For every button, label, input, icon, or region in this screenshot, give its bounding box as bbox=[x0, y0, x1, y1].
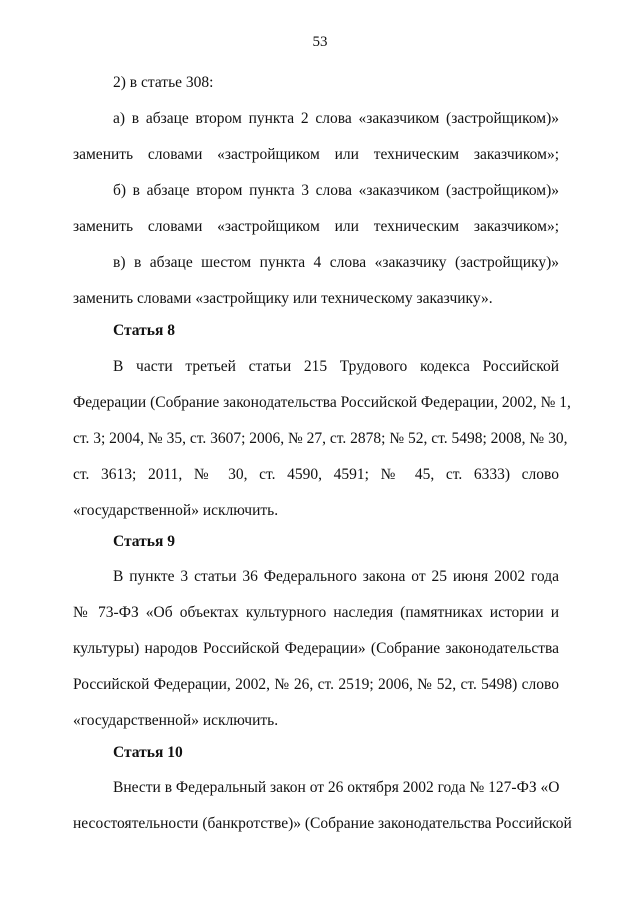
article-8-line: В части третьей статьи 215 Трудового кодекса Российской bbox=[113, 358, 559, 375]
article-8-line: ст. 3613; 2011, № 30, ст. 4590, 4591; № 45, ст. 6333) слово bbox=[73, 466, 559, 483]
article-10-line: несостоятельности (банкротстве)» (Собрание законодательства Российской bbox=[73, 815, 572, 832]
sub-v-line-2: заменить словами «застройщику или техническому заказчику». bbox=[73, 290, 493, 307]
item-2-text: 2) в статье 308: bbox=[113, 74, 214, 91]
article-9-line: культуры) народов Российской Федерации» (Собрание законодательства bbox=[73, 640, 559, 657]
article-9-line: № 73-ФЗ «Об объектах культурного наследия (памятниках истории и bbox=[73, 604, 559, 621]
page-number: 53 bbox=[312, 34, 328, 50]
sub-b-line-1: б) в абзаце втором пункта 3 слова «заказчиком (застройщиком)» bbox=[113, 182, 559, 199]
article-9-line: «государственной» исключить. bbox=[73, 712, 279, 729]
article-8-line: «государственной» исключить. bbox=[73, 502, 279, 519]
article-9-line: Российской Федерации, 2002, № 26, ст. 2519; 2006, № 52, ст. 5498) слово bbox=[73, 676, 559, 693]
article-8-line: ст. 3; 2004, № 35, ст. 3607; 2006, № 27, ст. 2878; № 52, ст. 5498; 2008, № 30, bbox=[73, 430, 568, 447]
article-9-line: В пункте 3 статьи 36 Федерального закона от 25 июня 2002 года bbox=[113, 568, 559, 585]
sub-a-line-1: а) в абзаце втором пункта 2 слова «заказчиком (застройщиком)» bbox=[113, 110, 559, 127]
sub-a-line-2: заменить словами «застройщиком или техническим заказчиком»; bbox=[73, 146, 559, 163]
article-8-line: Федерации (Собрание законодательства Российской Федерации, 2002, № 1, bbox=[73, 394, 571, 411]
article-8-heading: Статья 8 bbox=[113, 322, 175, 339]
article-10-heading: Статья 10 bbox=[113, 744, 183, 761]
article-9-heading: Статья 9 bbox=[113, 533, 175, 550]
article-10-line: Внести в Федеральный закон от 26 октября 2002 года № 127-ФЗ «О bbox=[113, 779, 560, 796]
sub-v-line-1: в) в абзаце шестом пункта 4 слова «заказчику (застройщику)» bbox=[113, 254, 559, 271]
sub-b-line-2: заменить словами «застройщиком или техническим заказчиком»; bbox=[73, 218, 559, 235]
